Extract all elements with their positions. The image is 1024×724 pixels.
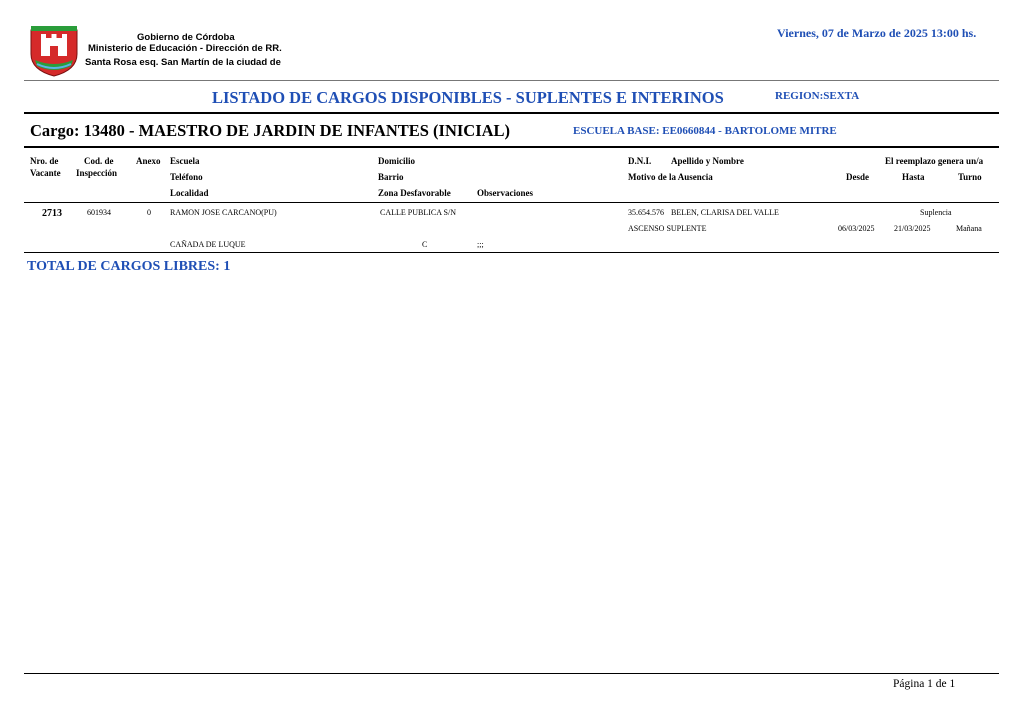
col-escuela: Escuela [170, 156, 200, 166]
col-dni: D.N.I. [628, 156, 652, 166]
cargo-divider [24, 146, 999, 148]
row-localidad: CAÑADA DE LUQUE [170, 240, 246, 249]
row-motivo: ASCENSO SUPLENTE [628, 224, 707, 233]
col-localidad: Localidad [170, 188, 209, 198]
escuela-base: ESCUELA BASE: EE0660844 - BARTOLOME MITRE [573, 125, 837, 137]
col-domicilio: Domicilio [378, 156, 415, 166]
report-datetime: Viernes, 07 de Marzo de 2025 13:00 hs. [777, 26, 977, 40]
row-hasta: 21/03/2025 [894, 224, 931, 233]
col-desde: Desde [846, 172, 869, 182]
footer-divider [24, 673, 999, 674]
row-turno: Mañana [956, 224, 982, 233]
col-telefono: Teléfono [170, 172, 203, 182]
cordoba-coat-of-arms-icon [27, 24, 81, 78]
col-nro-vacante-1: Nro. de [30, 156, 59, 166]
report-title: LISTADO DE CARGOS DISPONIBLES - SUPLENTES E INTERINOS [212, 88, 724, 107]
cargo-label: Cargo: 13480 - MAESTRO DE JARDIN DE INFANTES (INICIAL) [30, 121, 511, 140]
gov-line-2: Ministerio de Educación - Dirección de RR. [88, 43, 282, 54]
col-anexo: Anexo [136, 156, 161, 166]
row-nro-vacante: 2713 [42, 208, 62, 219]
col-motivo-ausencia: Motivo de la Ausencia [628, 172, 713, 182]
header-row-divider [24, 202, 999, 203]
row-escuela: RAMON JOSE CARCANO(PU) [170, 208, 277, 217]
col-barrio: Barrio [378, 172, 404, 182]
row-domicilio: CALLE PUBLICA S/N [380, 208, 457, 217]
col-zona-desfavorable: Zona Desfavorable [378, 188, 451, 198]
col-observaciones: Observaciones [477, 188, 533, 198]
row-apellido-nombre: BELEN, CLARISA DEL VALLE [671, 208, 779, 217]
row-reemplazo: Suplencia [920, 208, 952, 217]
col-cod-inspeccion-2: Inspección [76, 168, 118, 178]
col-turno: Turno [958, 172, 982, 182]
row-dni: 35.654.576 [628, 208, 664, 217]
row-observaciones: ;;; [477, 240, 484, 249]
header-divider [24, 80, 999, 81]
gov-line-3: Santa Rosa esq. San Martín de la ciudad de [85, 57, 281, 68]
row-desde: 06/03/2025 [838, 224, 875, 233]
row-zona-desfavorable: C [422, 240, 428, 249]
col-apellido-nombre: Apellido y Nombre [671, 156, 744, 166]
total-cargos: TOTAL DE CARGOS LIBRES: 1 [27, 259, 231, 274]
row-divider [24, 252, 999, 253]
col-cod-inspeccion-1: Cod. de [84, 156, 114, 166]
title-divider [24, 112, 999, 114]
region-label: REGION:SEXTA [775, 90, 860, 102]
row-cod-inspeccion: 601934 [87, 208, 111, 217]
col-hasta: Hasta [902, 172, 925, 182]
col-nro-vacante-2: Vacante [30, 168, 61, 178]
row-anexo: 0 [147, 208, 151, 217]
gov-line-1: Gobierno de Córdoba [137, 32, 235, 43]
col-reemplazo: El reemplazo genera un/a [885, 156, 984, 166]
page-number: Página 1 de 1 [893, 678, 956, 690]
